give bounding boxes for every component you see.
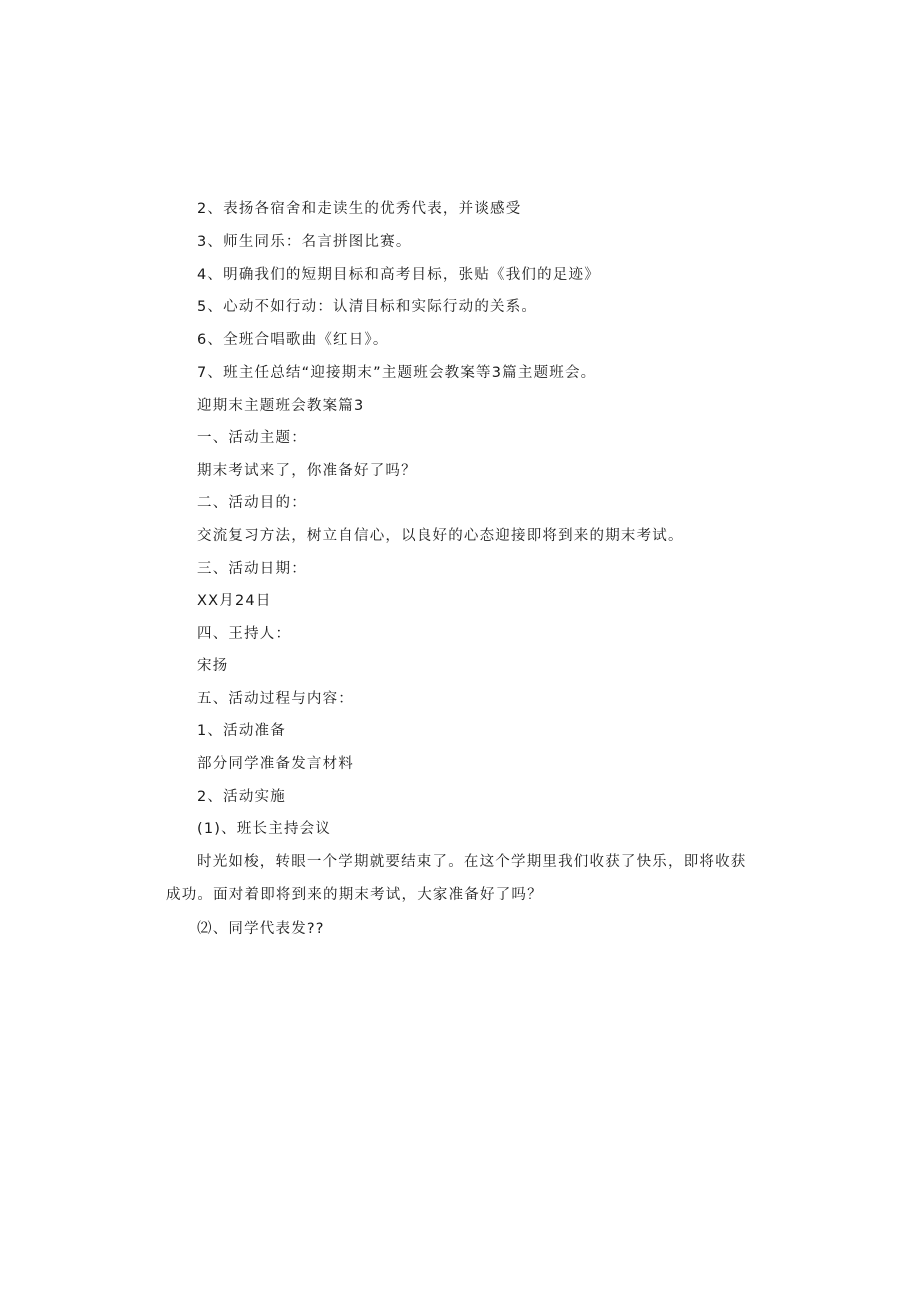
heading-theme: 一、活动主题： [197,430,307,446]
paragraph-speech-line-1: 时光如梭，转眼一个学期就要结束了。在这个学期里我们收获了快乐，即将收获 [197,854,747,870]
paragraph-speech-line-2: 成功。面对着即将到来的期末考试，大家准备好了吗？ [166,887,543,903]
list-item-2: 2、表扬各宿舍和走读生的优秀代表，并谈感受 [197,201,522,217]
paragraph-host: 宋扬 [197,658,229,674]
list-item-6: 6、全班合唱歌曲《红日》。 [197,332,389,348]
heading-purpose: 二、活动目的： [197,495,307,511]
subitem-representatives: ⑵、同学代表发?? [197,921,325,937]
list-item-3: 3、师生同乐：名言拼图比赛。 [197,234,412,250]
section-title: 迎期末主题班会教案篇3 [197,398,365,414]
paragraph-theme: 期末考试来了，你准备好了吗？ [197,463,417,479]
list-item-5: 5、心动不如行动：认清目标和实际行动的关系。 [197,299,538,315]
list-item-4: 4、明确我们的短期目标和高考目标，张贴《我们的足迹》 [197,267,600,283]
subheading-preparation: 1、活动准备 [197,723,286,739]
heading-process: 五、活动过程与内容： [197,691,354,707]
list-item-7: 7、班主任总结“迎接期末”主题班会教案等3篇主题班会。 [197,365,597,381]
paragraph-date: XX月24日 [197,593,272,609]
subitem-monitor: (1)、班长主持会议 [197,821,332,837]
subheading-implementation: 2、活动实施 [197,789,286,805]
paragraph-preparation: 部分同学准备发言材料 [197,756,354,772]
paragraph-purpose: 交流复习方法，树立自信心，以良好的心态迎接即将到来的期末考试。 [197,528,684,544]
heading-host: 四、王持人： [197,626,292,642]
heading-date: 三、活动日期： [197,561,307,577]
